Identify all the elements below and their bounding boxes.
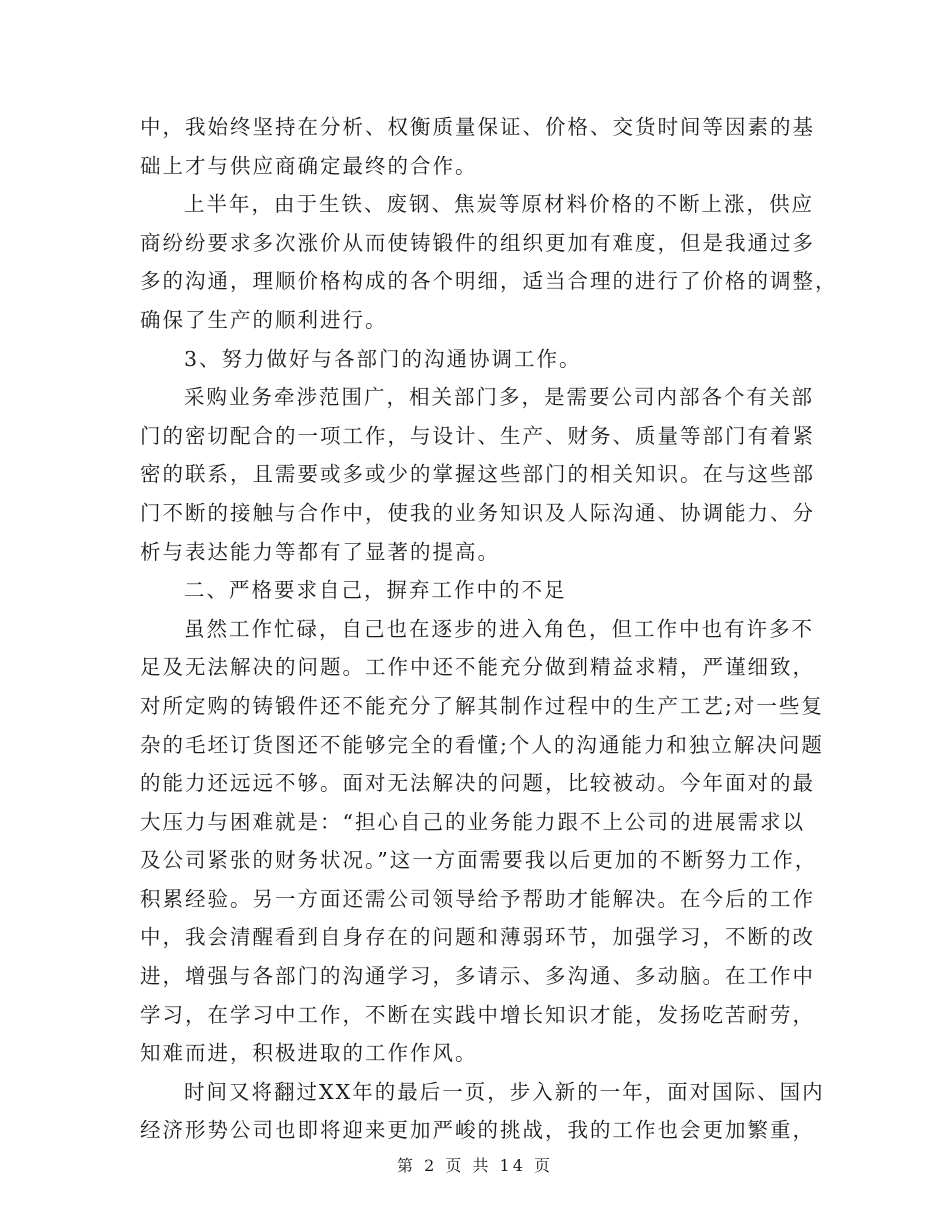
text-line: 中，我会清醒看到自身存在的问题和薄弱环节，加强学习，不断的改 <box>140 925 815 950</box>
text-line: 3、努力做好与各部门的沟通协调工作。 <box>184 346 582 371</box>
text-line: 中，我始终坚持在分析、权衡质量保证、价格、交货时间等因素的基 <box>140 115 815 139</box>
text-line: 础上才与供应商确定最终的合作。 <box>140 153 478 178</box>
text-line: 学习，在学习中工作，不断在实践中增长知识才能，发扬吃苦耐劳， <box>140 1002 815 1027</box>
text-line: 杂的毛坯订货图还不能够完全的看懂;个人的沟通能力和独立解决问题 <box>140 732 824 757</box>
text-line: 经济形势公司也即将迎来更加严峻的挑战，我的工作也会更加繁重， <box>140 1118 815 1143</box>
text-line: 知难而进，积极进取的工作作风。 <box>140 1041 478 1066</box>
body-text <box>140 108 838 1150</box>
text-line: 多的沟通，理顺价格构成的各个明细，适当合理的进行了价格的调整， <box>140 269 838 294</box>
text-line: 门的密切配合的一项工作，与设计、生产、财务、质量等部门有着紧 <box>140 423 815 448</box>
text-line: 密的联系，且需要或多或少的掌握这些部门的相关知识。在与这些部 <box>140 462 815 487</box>
text-line: 商纷纷要求多次涨价从而使铸锻件的组织更加有难度，但是我通过多 <box>140 230 815 255</box>
text-line: 及公司紧张的财务状况。”这一方面需要我以后更加的不断努力工作， <box>140 848 818 873</box>
text-line: 的能力还远远不够。面对无法解决的问题，比较被动。今年面对的最 <box>140 771 815 796</box>
text-line: 积累经验。另一方面还需公司领导给予帮助才能解决。在今后的工作 <box>140 886 815 911</box>
text-line: 采购业务牵涉范围广，相关部门多，是需要公司内部各个有关部 <box>184 385 814 410</box>
text-line: 进，增强与各部门的沟通学习，多请示、多沟通、多动脑。在工作中 <box>140 964 815 989</box>
text-line: 大压力与困难就是：“担心自己的业务能力跟不上公司的进展需求以 <box>140 809 805 834</box>
text-line: 上半年，由于生铁、废钢、焦炭等原材料价格的不断上涨，供应 <box>184 192 814 217</box>
text-line: 对所定购的铸锻件还不能充分了解其制作过程中的生产工艺;对一些复 <box>140 693 824 718</box>
text-line: 确保了生产的顺利进行。 <box>140 307 388 332</box>
page-footer: 第 2 页 共 14 页 <box>397 1156 553 1175</box>
text-line: 二、严格要求自己，摒弃工作中的不足 <box>184 578 567 603</box>
text-line: 门不断的接触与合作中，使我的业务知识及人际沟通、协调能力、分 <box>140 500 815 525</box>
text-line: 时间又将翻过XX年的最后一页，步入新的一年，面对国际、国内 <box>184 1079 825 1104</box>
text-line: 析与表达能力等都有了显著的提高。 <box>140 539 500 564</box>
text-line: 虽然工作忙碌，自己也在逐步的进入角色，但工作中也有许多不 <box>184 616 814 641</box>
text-line: 足及无法解决的问题。工作中还不能充分做到精益求精，严谨细致， <box>140 655 815 680</box>
